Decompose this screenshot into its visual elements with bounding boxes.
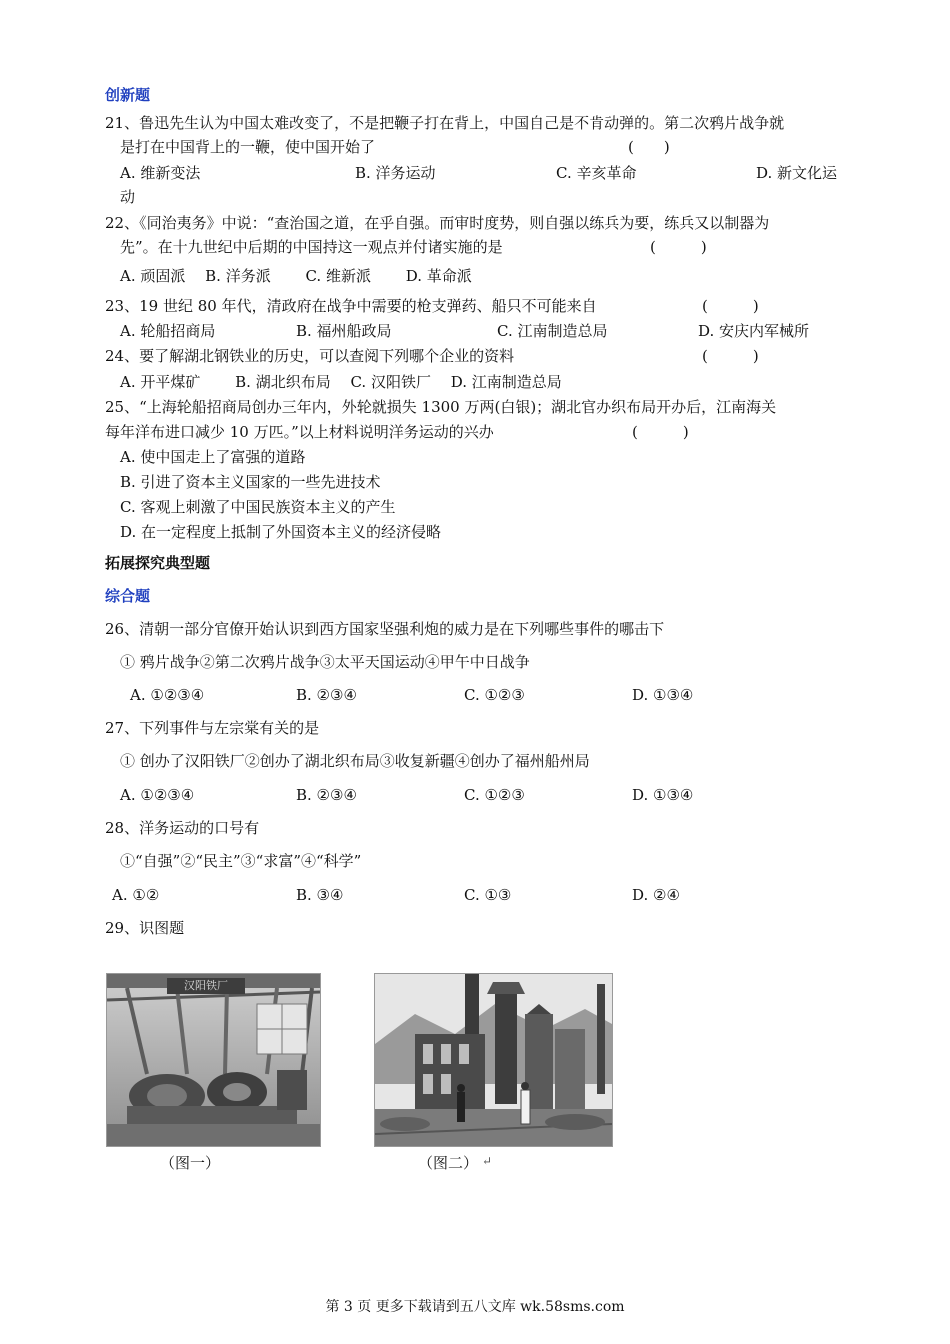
q21-option-a: A. 维新变法 <box>120 164 201 182</box>
q21-option-b: B. 洋务运动 <box>355 164 436 182</box>
section-extension: 拓展探究典型题 <box>105 554 211 572</box>
q23-line1: 23、19 世纪 80 年代，清政府在战争中需要的枪支弹药、船只不可能来自 <box>105 297 597 315</box>
q23-option-d: D. 安庆内军械所 <box>698 322 810 340</box>
q21-option-c: C. 辛亥革命 <box>556 164 637 182</box>
q26-items: ① 鸦片战争②第二次鸦片战争③太平天国运动④甲午中日战争 <box>120 653 530 671</box>
paragraph-mark-icon: ↵ <box>482 1154 493 1168</box>
figure-1-image <box>106 973 321 1147</box>
q25-option-a: A. 使中国走上了富强的道路 <box>120 448 306 466</box>
q28-line1: 28、洋务运动的口号有 <box>105 819 260 837</box>
section-comprehensive: 综合题 <box>105 587 151 605</box>
q22-options: A. 顽固派 B. 洋务派 C. 维新派 D. 革命派 <box>120 267 472 285</box>
q26-option-a: A. ①②③④ <box>130 686 205 704</box>
q22-paren: ( ) <box>650 238 707 256</box>
figure-1-drawing <box>107 974 320 1146</box>
q28-option-d: D. ②④ <box>632 886 680 904</box>
q22-line2: 先”。在十九世纪中后期的中国持这一观点并付诸实施的是 <box>120 238 503 256</box>
q23-option-b: B. 福州船政局 <box>296 322 392 340</box>
q23-paren: ( ) <box>702 297 759 315</box>
q25-line2: 每年洋布进口减少 10 万匹。”以上材料说明洋务运动的兴办 <box>105 423 494 441</box>
figure-2-caption: （图二） <box>418 1154 479 1172</box>
page-footer: 第 3 页 更多下载请到五八文库 wk.58sms.com <box>325 1299 625 1315</box>
q25-line1: 25、“上海轮船招商局创办三年内，外轮就损失 1300 万两(白银)；湖北官办织布局开办后，江南海关 <box>105 398 777 416</box>
q25-paren: ( ) <box>632 423 689 441</box>
q27-option-d: D. ①③④ <box>632 786 694 804</box>
q27-option-c: C. ①②③ <box>464 786 525 804</box>
q25-option-b: B. 引进了资本主义国家的一些先进技术 <box>120 473 381 491</box>
q26-line1: 26、清朝一部分官僚开始认识到西方国家坚强利炮的威力是在下列哪些事件的哪击下 <box>105 620 665 638</box>
q27-option-b: B. ②③④ <box>296 786 357 804</box>
q21-paren: ( ) <box>628 138 670 156</box>
q27-items: ① 创办了汉阳铁厂②创办了湖北织布局③收复新疆④创办了福州船州局 <box>120 752 590 770</box>
q28-option-c: C. ①③ <box>464 886 512 904</box>
section-innovation: 创新题 <box>105 86 151 104</box>
q24-line1: 24、要了解湖北钢铁业的历史，可以查阅下列哪个企业的资料 <box>105 347 515 365</box>
q26-option-d: D. ①③④ <box>632 686 694 704</box>
q26-option-c: C. ①②③ <box>464 686 525 704</box>
q29-line1: 29、识图题 <box>105 919 185 937</box>
q22-line1: 22、《同治夷务》中说：“查治国之道，在乎自强。而审时度势，则自强以练兵为要，练兵又以制器为 <box>105 214 770 232</box>
q23-option-c: C. 江南制造总局 <box>497 322 608 340</box>
q21-option-d: D. 新文化运 <box>756 164 838 182</box>
figure-1-sign: 汉阳铁厂 <box>184 979 228 992</box>
q23-option-a: A. 轮船招商局 <box>120 322 216 340</box>
q25-option-d: D. 在一定程度上抵制了外国资本主义的经济侵略 <box>120 523 442 541</box>
q26-option-b: B. ②③④ <box>296 686 357 704</box>
q27-option-a: A. ①②③④ <box>120 786 195 804</box>
q21-line2: 是打在中国背上的一鞭，使中国开始了 <box>120 138 376 156</box>
figure-2-image <box>374 973 613 1147</box>
q24-options: A. 开平煤矿 B. 湖北织布局 C. 汉阳铁厂 D. 江南制造总局 <box>120 373 562 391</box>
figure-2-drawing <box>375 974 612 1146</box>
figure-1-caption: （图一） <box>160 1154 221 1172</box>
q25-option-c: C. 客观上刺激了中国民族资本主义的产生 <box>120 498 396 516</box>
q21-line1: 21、鲁迅先生认为中国太难改变了，不是把鞭子打在背上，中国自己是不肯动弹的。第二次鸦片战争就 <box>105 114 785 132</box>
q24-paren: ( ) <box>702 347 759 365</box>
q21-option-d-cont: 动 <box>120 188 136 206</box>
q27-line1: 27、下列事件与左宗棠有关的是 <box>105 719 320 737</box>
q28-option-b: B. ③④ <box>296 886 344 904</box>
q28-items: ①“自强”②“民主”③“求富”④“科学” <box>120 852 362 870</box>
q28-option-a: A. ①② <box>112 886 160 904</box>
